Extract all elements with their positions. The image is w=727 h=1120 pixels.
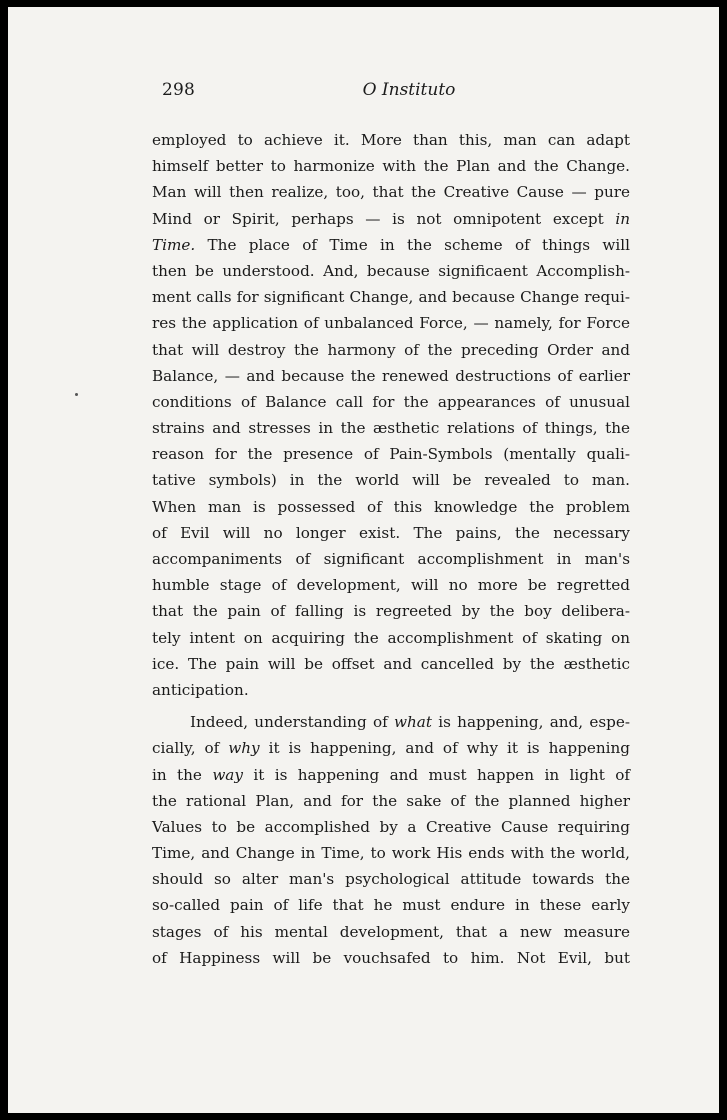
text-line: that the pain of falling is regreeted by the boy delibera- — [152, 602, 630, 621]
text-line: Indeed, understanding of what is happening, and, espe- — [190, 713, 630, 732]
text-line: then be understood. And, because significaent Accomplish- — [152, 261, 630, 280]
text-line: should so alter man's psychological attitude towards the — [152, 870, 630, 889]
page-header — [154, 80, 624, 106]
text-line: so-called pain of life that he must endure in these early — [152, 896, 630, 915]
text-line: ment calls for significant Change, and because Change requi- — [152, 288, 630, 307]
text-line: ice. The pain will be offset and cancelled by the æsthetic — [152, 654, 630, 673]
text-line: reason for the presence of Pain-Symbols (mentally quali- — [152, 445, 630, 464]
text-line: stages of his mental development, that a new measure — [152, 922, 630, 941]
text-line: of Happiness will be vouchsafed to him. Not Evil, but — [152, 948, 630, 967]
body-text — [152, 127, 630, 971]
text-line: anticipation. — [152, 680, 249, 699]
text-line: tely intent on acquiring the accomplishment of skating on — [152, 628, 630, 647]
text-line: strains and stresses in the æsthetic relations of things, the — [152, 419, 630, 438]
text-line: When man is possessed of this knowledge the problem — [152, 497, 630, 516]
page-number: 298 — [162, 80, 196, 100]
text-line: Man will then realize, too, that the Creative Cause — pure — [152, 183, 630, 202]
text-line: Time, and Change in Time, to work His ends with the world, — [152, 844, 630, 863]
text-line: that will destroy the harmony of the preceding Order and — [152, 340, 630, 359]
text-line: humble stage of development, will no more be regretted — [152, 576, 630, 595]
text-line: conditions of Balance call for the appearances of unusual — [152, 392, 630, 411]
paragraph-1 — [152, 127, 630, 703]
text-line: employed to achieve it. More than this, man can adapt — [152, 131, 630, 149]
text-line: tative symbols) in the world will be revealed to man. — [152, 471, 630, 490]
text-line: Time. The place of Time in the scheme of things will — [152, 235, 630, 254]
text-line: cially, of why it is happening, and of why it is happening — [152, 739, 630, 758]
text-line: Mind or Spirit, perhaps — is not omnipotent except in — [152, 209, 630, 228]
text-line: in the way it is happening and must happen in light of — [152, 765, 630, 784]
text-line: accompaniments of significant accomplishment in man's — [152, 550, 630, 568]
running-title: O Instituto — [362, 80, 456, 100]
text-line: himself better to harmonize with the Plan and the Change. — [152, 157, 630, 176]
text-line: the rational Plan, and for the sake of the planned higher — [152, 791, 630, 810]
text-line: res the application of unbalanced Force, — namely, for Force — [152, 314, 630, 333]
text-line: Balance, — and because the renewed destructions of earlier — [152, 366, 630, 385]
paragraph-2 — [152, 709, 630, 971]
text-line: of Evil will no longer exist. The pains, the necessary — [152, 523, 630, 542]
text-line: Values to be accomplished by a Creative Cause requiring — [152, 817, 630, 836]
scan-speck — [75, 393, 78, 396]
